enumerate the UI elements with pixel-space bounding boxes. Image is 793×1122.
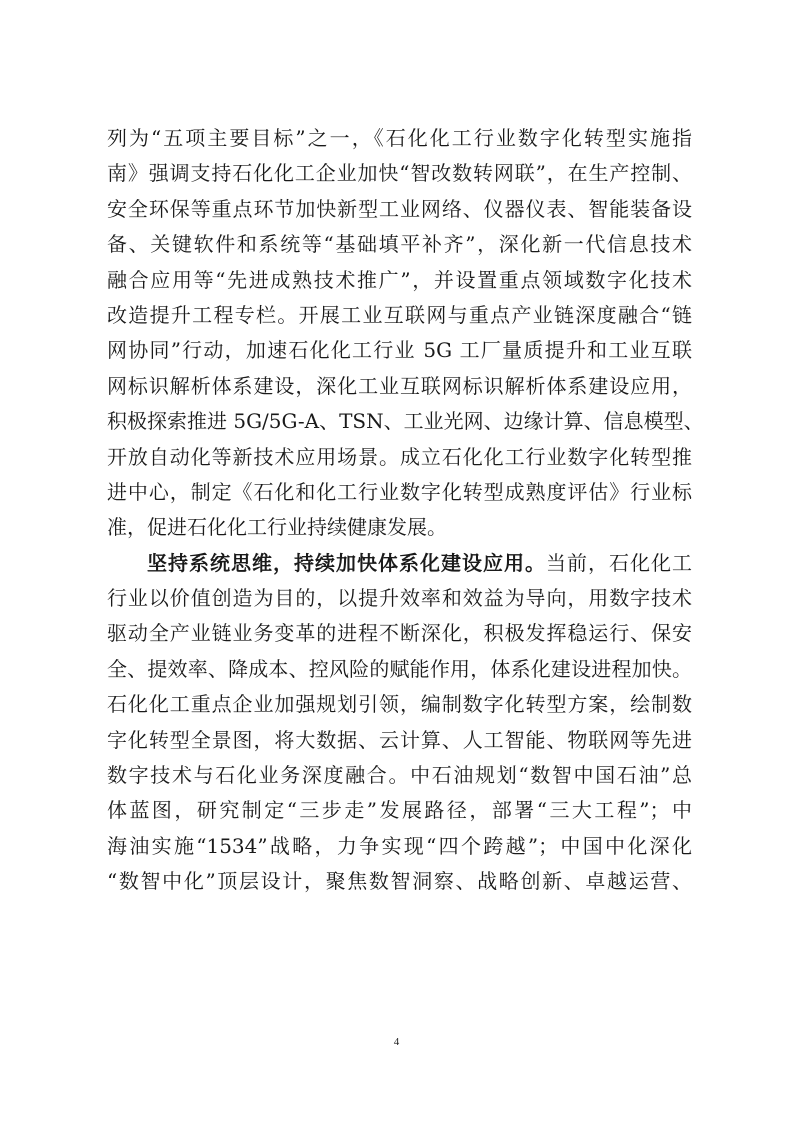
text-line: 列为“五项主要目标”之一，《石化化工行业数字化转型实施指 xyxy=(107,126,692,150)
text-line: 行业以价值创造为目的，以提升效率和效益为导向，用数字技术 xyxy=(107,586,692,611)
text-line: 字化转型全景图，将大数据、云计算、人工智能、物联网等先进 xyxy=(107,727,692,752)
text-line: 数字技术与石化业务深度融合。中石油规划“数智中国石油”总 xyxy=(107,763,692,788)
text-line: 南》强调支持石化化工企业加快“智改数转网联”，在生产控制、 xyxy=(107,161,692,186)
text-line: 融合应用等“先进成熟技术推广”，并设置重点领域数字化技术 xyxy=(107,267,692,292)
text-line: 积极探索推进 5G/5G-A、TSN、工业光网、边缘计算、信息模型、 xyxy=(107,409,704,434)
text-line: 石化化工重点企业加强规划引领，编制数字化转型方案，绘制数 xyxy=(107,692,692,717)
paragraph-2-first-line xyxy=(107,546,692,581)
text-line: 网协同”行动，加速石化化工行业 5G 工厂量质提升和工业互联 xyxy=(107,338,692,363)
text-line: 安全环保等重点环节加快新型工业网络、仪器仪表、智能装备设 xyxy=(107,196,692,221)
heading-continuation: 当前，石化化工 xyxy=(546,550,692,575)
page-number: 4 xyxy=(393,1036,400,1048)
text-line: 开放自动化等新技术应用场景。成立石化化工行业数字化转型推 xyxy=(107,444,692,469)
text-line: 海油实施“1534”战略，力争实现“四个跨越”；中国中化深化 xyxy=(107,833,692,858)
text-line: 改造提升工程专栏。开展工业互联网与重点产业链深度融合“链 xyxy=(107,302,692,327)
body-text xyxy=(107,121,704,900)
paragraph-heading: 坚持系统思维，持续加快体系化建设应用。 xyxy=(147,550,546,575)
paragraph-1 xyxy=(107,121,704,546)
text-line: 体蓝图，研究制定“三步走”发展路径，部署“三大工程”；中 xyxy=(107,798,692,823)
text-line: “数智中化”顶层设计，聚焦数智洞察、战略创新、卓越运营、 xyxy=(107,869,692,894)
text-line: 进中心，制定《石化和化工行业数字化转型成熟度评估》行业标 xyxy=(107,479,692,504)
text-line: 准，促进石化化工行业持续健康发展。 xyxy=(107,515,447,540)
text-line: 全、提效率、降成本、控风险的赋能作用，体系化建设进程加快。 xyxy=(107,656,692,681)
paragraph-2 xyxy=(107,546,692,900)
text-line: 驱动全产业链业务变革的进程不断深化，积极发挥稳运行、保安 xyxy=(107,621,692,646)
text-line: 网标识解析体系建设，深化工业互联网标识解析体系建设应用， xyxy=(107,373,692,398)
text-line: 备、关键软件和系统等“基础填平补齐”，深化新一代信息技术 xyxy=(107,232,692,257)
